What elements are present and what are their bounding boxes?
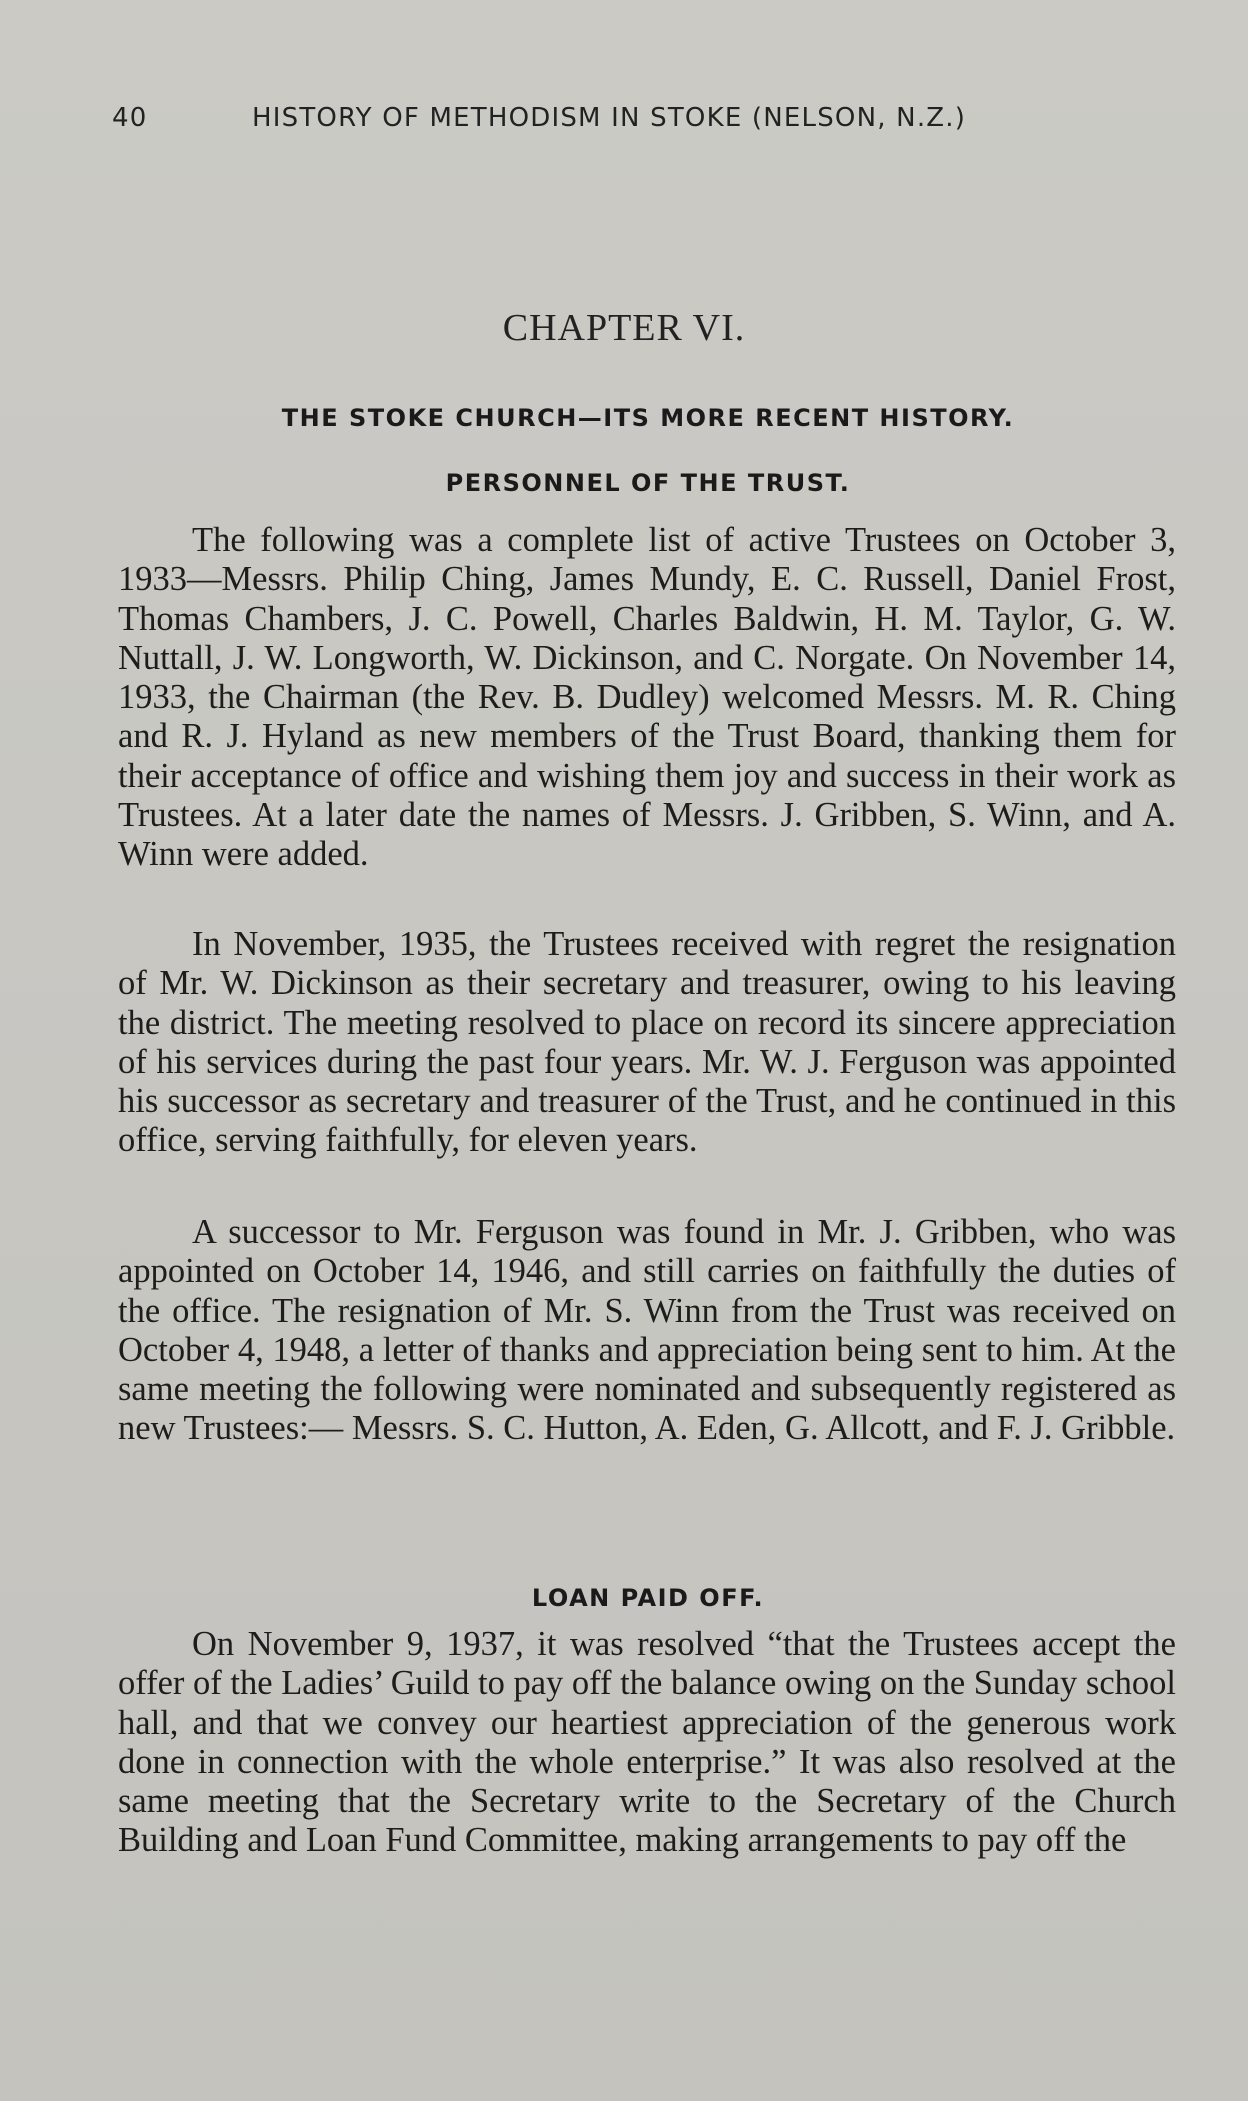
- running-head: [112, 103, 1112, 133]
- paragraph-trustees-list: The following was a complete list of active Trustees on October 3, 1933—Messrs. Philip Ching, James Mundy, E. C. Russell, Daniel Frost, Thomas Chambers, J. C. Powell, Charles Baldwin, H. M. Taylor, G. W. Nuttall, J. W. Longworth, W. Dickinson, and C. Norgate. On November 14, 1933, the Chairman (the Rev. B. Dudley) welcomed Messrs. M. R. Ching and R. J. Hyland as new members of the Trust Board, thanking them for their acceptance of office and wishing them joy and success in their work as Trustees. At a later date the names of Messrs. J. Gribben, S. Winn, and A. Winn were added.: [118, 521, 1176, 874]
- paragraph-dickinson-resignation: In November, 1935, the Trustees received with regret the resignation of Mr. W. Dickinson as their secretary and treasurer, owing to his leaving the district. The meeting resolved to place on record its sincere appreciation of his services during the past four years. Mr. W. J. Ferguson was appointed his successor as secretary and treasurer of the Trust, and he continued in this office, serving faithfully, for eleven years.: [118, 925, 1176, 1160]
- paragraph-gribben-successor: A successor to Mr. Ferguson was found in Mr. J. Gribben, who was appointed on October 14, 1946, and still carries on faithfully the duties of the office. The resignation of Mr. S. Winn from the Trust was received on October 4, 1948, a letter of thanks and appreciation being sent to him. At the same meeting the following were nominated and subsequently registered as new Trustees:— Messrs. S. C. Hutton, A. Eden, G. Allcott, and F. J. Gribble.: [118, 1213, 1176, 1448]
- page-number: 40: [112, 103, 148, 133]
- subsection-heading-loan: LOAN PAID OFF.: [531, 1584, 765, 1612]
- running-head-title: HISTORY OF METHODISM IN STOKE (NELSON, N.Z.): [252, 103, 967, 133]
- chapter-title: CHAPTER VI.: [502, 307, 746, 349]
- subsection-heading-trust: PERSONNEL OF THE TRUST.: [445, 469, 851, 497]
- section-heading: THE STOKE CHURCH—ITS MORE RECENT HISTORY.: [281, 404, 1015, 432]
- paragraph-loan-paid-off: On November 9, 1937, it was resolved “that the Trustees accept the offer of the Ladies’ Guild to pay off the balance owing on the Sunday school hall, and that we convey our heartiest appreciation of the generous work done in connection with the whole enterprise.” It was also resolved at the same meeting that the Secretary write to the Secretary of the Church Building and Loan Fund Committee, making arrangements to pay off the: [118, 1625, 1176, 1860]
